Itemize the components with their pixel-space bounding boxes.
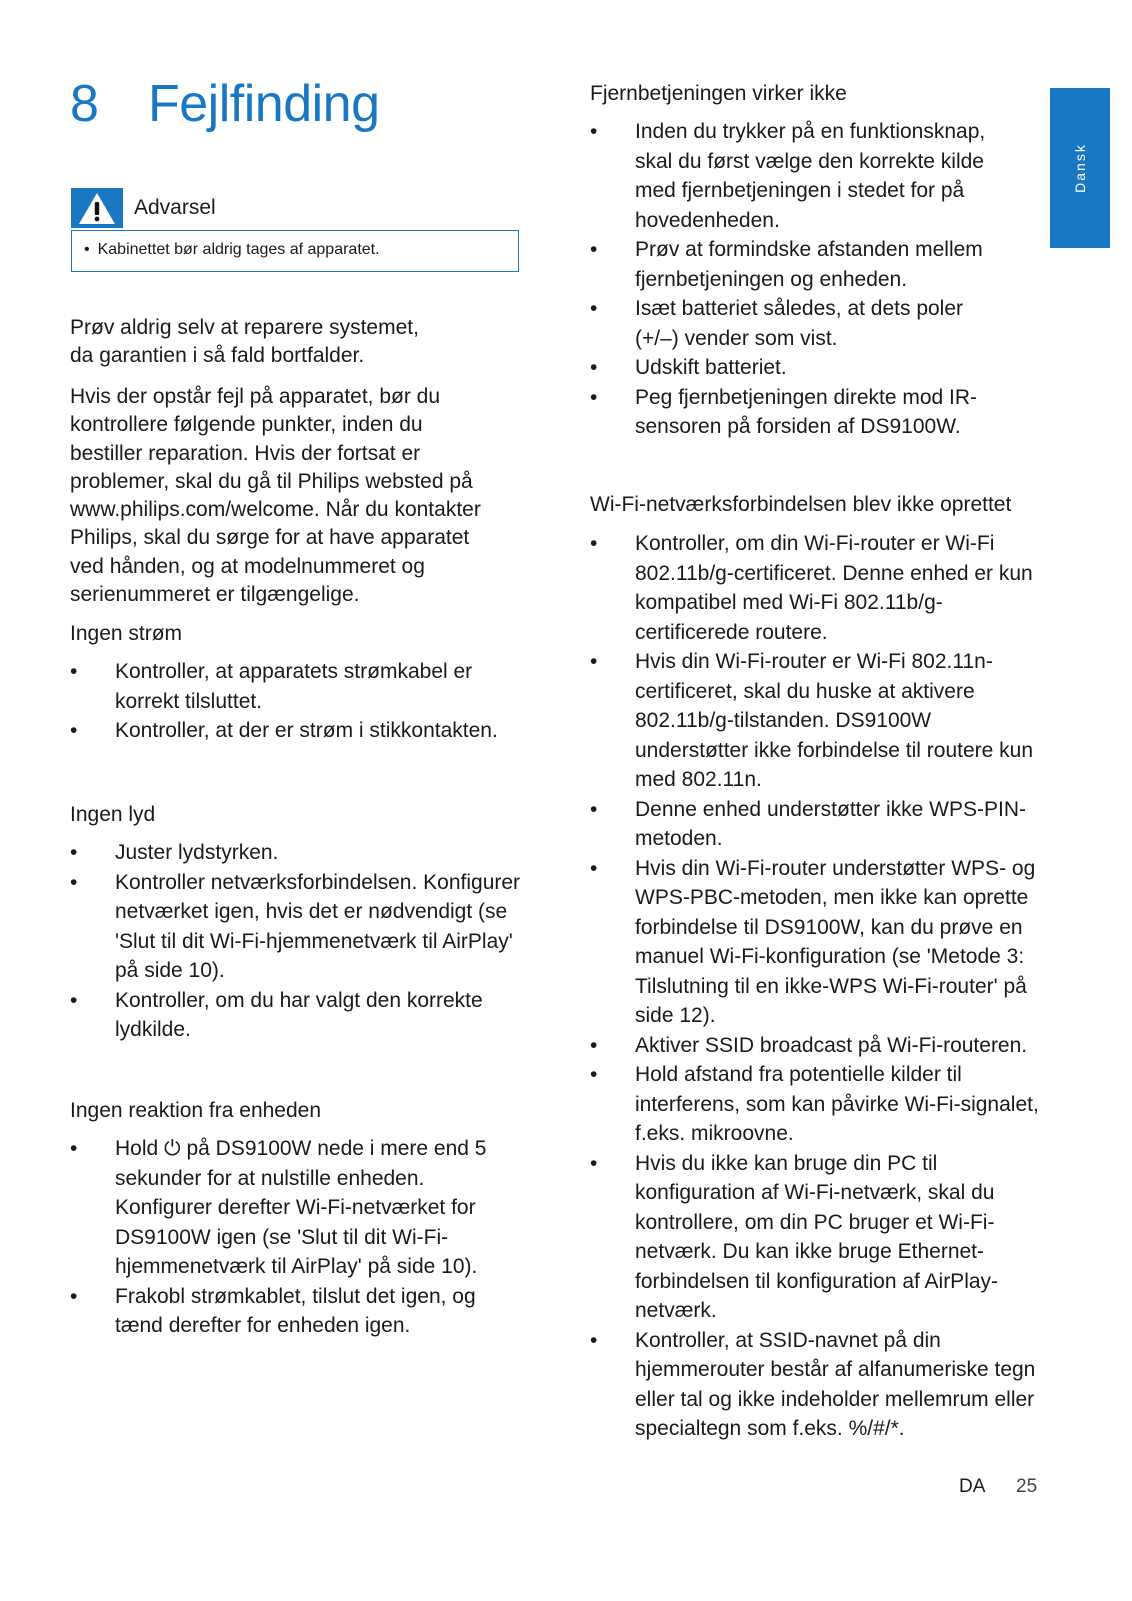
list-item: • Kontroller, at apparatets strømkabel er korrekt tilsluttet. [70,657,500,716]
list-power [70,657,500,746]
list-item: • Prøv at formindske afstanden mellem fjernbetjeningen og enheden. [590,235,1010,294]
language-tab-label: Dansk [1072,143,1088,193]
chapter-heading [70,74,380,134]
list-item: • Kontroller, at der er strøm i stikkontakten. [70,716,500,746]
section-title-response: Ingen reaktion fra enheden [70,1099,322,1122]
intro-paragraph-2: Hvis der opstår fejl på apparatet, bør du kontrollere følgende punkter, inden du bestiller reparation. Hvis der fortsat er problemer, skal du gå til Philips websted på www.philips.com/welcome. Når du kontakter Philips, skal du sørge for at have apparatet ved hånden, og at modelnummeret og serienummeret er tilgængelige. [70,385,481,607]
warning-title: Advarsel [134,196,216,219]
list-item: • Hvis du ikke kan bruge din PC til konfiguration af Wi-Fi-netværk, skal du kontrollere, om din PC bruger et Wi-Fi-netværk. Du kan ikke bruge Ethernet-forbindelsen til konfiguration af AirPlay-netværk. [590,1149,1042,1326]
list-item: • Denne enhed understøtter ikke WPS-PIN-metoden. [590,795,1042,854]
list-item: • Juster lydstyrken. [70,838,525,868]
list-item: • Kontroller netværksforbindelsen. Konfigurer netværket igen, hvis det er nødvendigt (se 'Slut til dit Wi-Fi-hjemmenetværk til AirPlay' på side 10). [70,868,525,986]
chapter-title: Fejlfinding [148,75,380,133]
list-item: • Hold ⏻ på DS9100W nede i mere end 5 sekunder for at nulstille enheden. Konfigurer derefter Wi-Fi-netværket for DS9100W igen (se 'Slut til dit Wi-Fi-hjemmenetværk til AirPlay' på side 10). [70,1134,510,1282]
section-title-wifi: Wi-Fi-netværksforbindelsen blev ikke oprettet [590,493,1012,516]
bullet: • [84,241,90,258]
list-item: • Frakobl strømkablet, tilslut det igen, og tænd derefter for enheden igen. [70,1282,510,1341]
list-item: • Kontroller, at SSID-navnet på din hjemmerouter består af alfanumeriske tegn eller tal og ikke indeholder mellemrum eller specialtegn som f.eks. %/#/*. [590,1326,1042,1444]
warning-triangle-icon [71,188,123,228]
list-item: • Hvis din Wi-Fi-router understøtter WPS- og WPS-PBC-metoden, men ikke kan oprette forbindelse til DS9100W, kan du prøve en manuel Wi-Fi-konfiguration (se 'Metode 3: Tilslutning til en ikke-WPS Wi-Fi-router' på side 12). [590,854,1042,1031]
chapter-number: 8 [70,75,99,133]
warning-box [71,230,519,272]
list-item: • Isæt batteriet således, at dets poler (+/–) vender som vist. [590,294,1010,353]
list-item: • Peg fjernbetjeningen direkte mod IR-sensoren på forsiden af DS9100W. [590,383,1010,442]
list-response [70,1134,510,1341]
section-title-sound: Ingen lyd [70,803,156,826]
warning-item-text: Kabinettet bør aldrig tages af apparatet. [97,241,380,258]
list-item: • Hold afstand fra potentielle kilder til interferens, som kan påvirke Wi-Fi-signalet, f.eks. mikroovne. [590,1060,1042,1149]
list-sound [70,838,525,1045]
language-side-tab [1050,88,1110,248]
list-item: • Hvis din Wi-Fi-router er Wi-Fi 802.11n-certificeret, skal du huske at aktivere 802.11b/g-tilstanden. DS9100W understøtter ikke forbindelse til routere kun med 802.11n. [590,647,1042,795]
list-item: • Udskift batteriet. [590,353,1010,383]
warning-item [84,241,380,259]
section-title-power: Ingen strøm [70,622,183,645]
footer-page-number: 25 [1016,1476,1038,1497]
list-item: • Kontroller, om din Wi-Fi-router er Wi-Fi 802.11b/g-certificeret. Denne enhed er kun kompatibel med Wi-Fi 802.11b/g-certificerede routere. [590,529,1042,647]
list-remote [590,117,1010,442]
list-item: • Inden du trykker på en funktionsknap, skal du først vælge den korrekte kilde med fjernbetjeningen i stedet for på hovedenheden. [590,117,1010,235]
list-item: • Aktiver SSID broadcast på Wi-Fi-routeren. [590,1031,1042,1061]
list-wifi [590,529,1042,1444]
section-title-remote: Fjernbetjeningen virker ikke [590,82,847,105]
list-item: • Kontroller, om du har valgt den korrekte lydkilde. [70,986,525,1045]
footer-language: DA [959,1476,986,1497]
intro-paragraph-1: Prøv aldrig selv at reparere systemet, da garantien i så fald bortfalder. [70,316,419,368]
